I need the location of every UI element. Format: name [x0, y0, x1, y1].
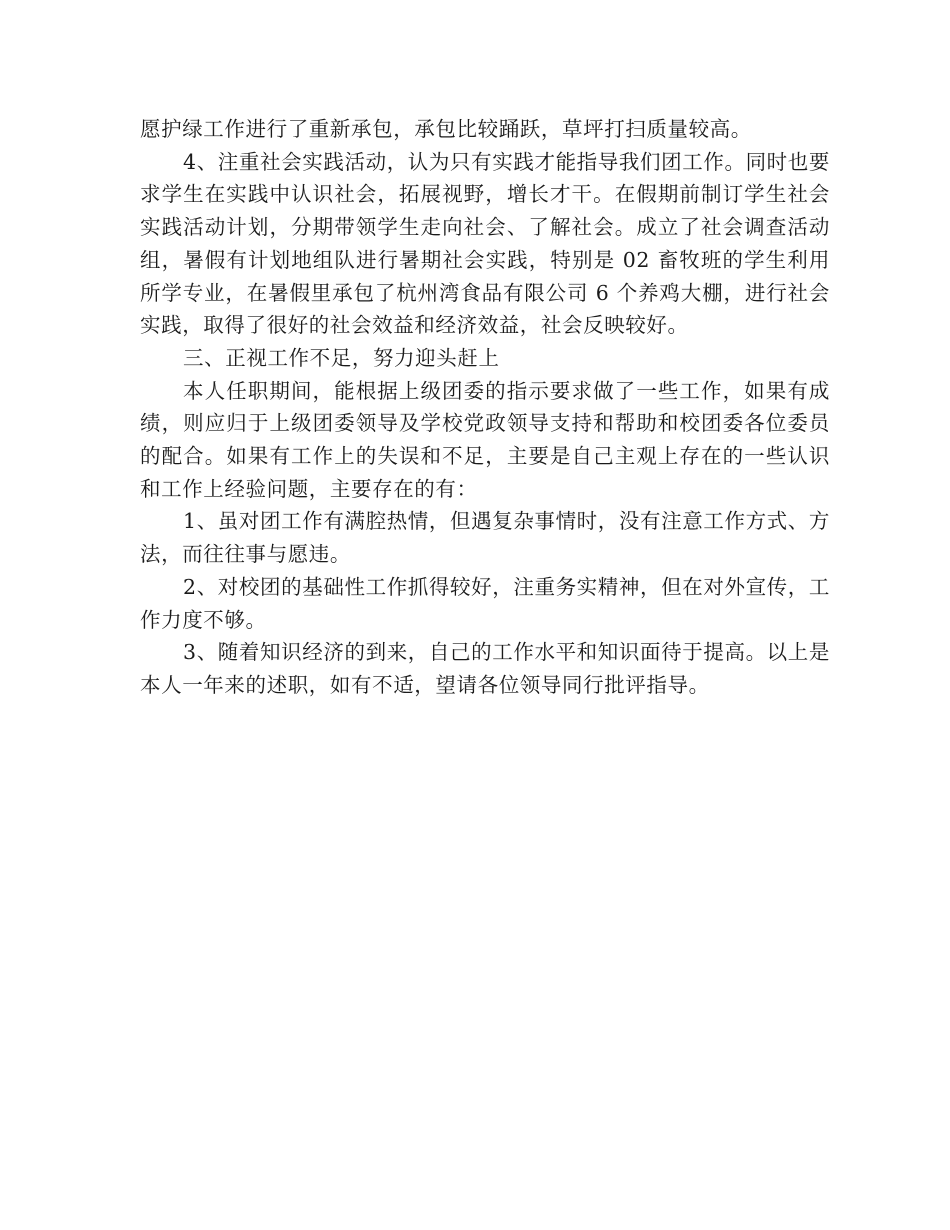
paragraph-continuation: 愿护绿工作进行了重新承包，承包比较踊跃，草坪打扫质量较高。	[140, 117, 752, 141]
paragraph-shortcoming-2: 2、对校团的基础性工作抓得较好，注重务实精神，但在对外宣传，工作力度不够。	[140, 574, 830, 632]
paragraph-shortcoming-3: 3、随着知识经济的到来，自己的工作水平和知识面待于提高。以上是本人一年来的述职，如有不适，望请各位领导同行批评指导。	[140, 640, 830, 697]
paragraph-item-4: 4、注重社会实践活动，认为只有实践才能指导我们团工作。同时也要求学生在实践中认识社会，拓展视野，增长才干。在假期前制订学生社会实践活动计划，分期带领学生走向社会、了解社会。成立了社会调查活动组，暑假有计划地组队进行暑期社会实践，特别是 02 畜牧班的学生利用所学专业，在暑假里承包了杭州湾食品有限公司 6 个养鸡大棚，进行社会实践，取得了很好的社会效益和经济效益，社会反映较好。	[140, 149, 830, 338]
paragraph-summary: 本人任职期间，能根据上级团委的指示要求做了一些工作，如果有成绩，则应归于上级团委领导及学校党政领导支持和帮助和校团委各位委员的配合。如果有工作上的失误和不足，主要是自己主观上存在的一些认识和工作上经验问题，主要存在的有：	[140, 378, 830, 501]
section-heading-3: 三、正视工作不足，努力迎头赶上	[183, 345, 500, 370]
document-body	[140, 113, 830, 702]
paragraph-shortcoming-1: 1、虽对团工作有满腔热情，但遇复杂事情时，没有注意工作方式、方法，而往往事与愿违。	[140, 509, 830, 567]
